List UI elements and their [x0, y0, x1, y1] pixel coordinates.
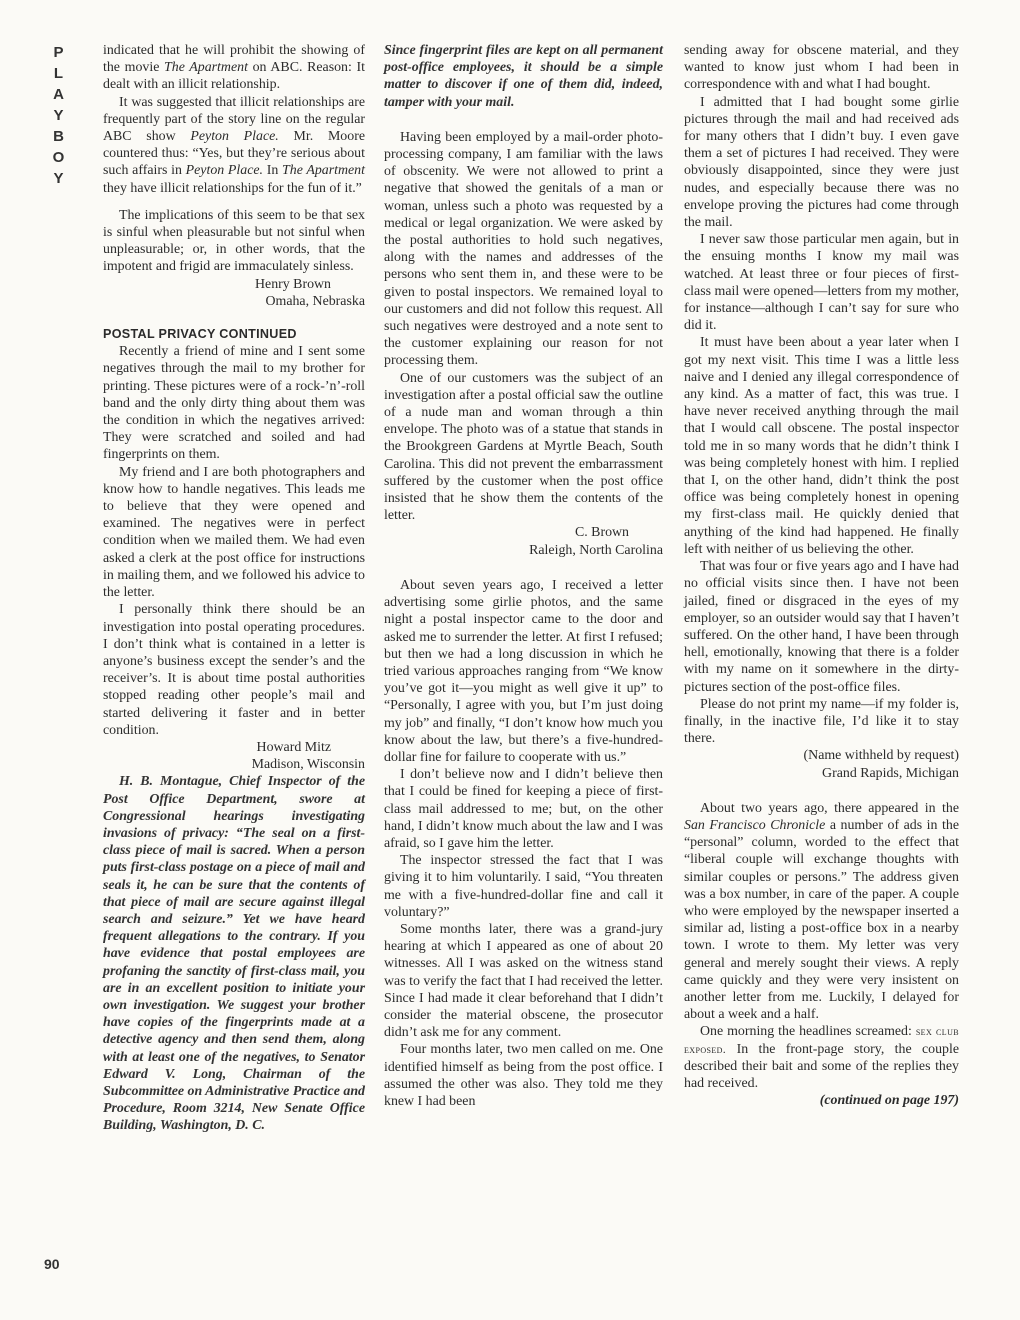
continued-note: (continued on page 197) [819, 1093, 959, 1109]
page-number: 90 [44, 1256, 60, 1272]
letter-paragraph: The inspector stressed the fact that I was giving it to him voluntarily. I said, “You threaten me with a five-hundred-dollar fine and call it voluntary?” [384, 853, 663, 920]
signature-place: Grand Rapids, Michigan [822, 765, 959, 781]
letter-paragraph: Four months later, two men called on me. One identified himself as being from the post office. I assumed the other was also. They told me they knew I had been [384, 1042, 663, 1109]
headline-text: sex club exposed. [684, 1024, 959, 1056]
signature-name: Henry Brown [255, 276, 331, 292]
letter-paragraph: indicated that he will prohibit the showing of the movie The Apartment on ABC. Reason: It dealt with an illicit relationship. [103, 43, 365, 93]
signature-name: C. Brown [574, 525, 629, 541]
letter-paragraph: That was four or five years ago and I have had no official visits since then. I have not been jailed, fined or disgraced in the eyes of my employer, so an outsider would say that I haven’t suffered. On the other hand, I have been through hell, emotionally, knowing that there is a folder with my name on it somewhere in the dirty-pictures section of the post-office files. [684, 559, 959, 695]
letter-paragraph: It must have been about a year later when I got my next visit. This time I was a little less naive and I denied any illegal correspondence of any kind. As a matter of fact, this was true. I have never received anything through the mail that I would call obscene. The postal inspector told me in so many words that he didn’t think I was being completely honest with him. I replied that I, on the other hand, didn’t think the post office was being completely honest in opening my first-class mail. He quickly denied that anything of the kind had happened. He finally left with neither of us believing the other. [684, 335, 959, 557]
letter-paragraph: One of our customers was the subject of an investigation after a postal official saw the outline of a nude man and woman through a thin envelope. The photo was of a statue that stands in the Brookgreen Gardens at Myrtle Beach, South Carolina. This did not prevent the embarrassment suffered by the customer when the post office insisted that he show them the contents of the letter. [384, 370, 663, 524]
letter-paragraph: Having been employed by a mail-order photo-processing company, I am familiar with the laws of obscenity. We were not allowed to print a negative that showed the genitals of a man or woman, unless such a photo was requested by a medical or legal organization. We were asked by the postal authorities to hold such negatives, along with the names and addresses of the persons who sent them in, and these were to be given to postal inspectors. We remained loyal to our customers and did not follow this request. All such negatives were destroyed and a note sent to the customer explaining our reason for not processing them. [384, 129, 663, 369]
signature-name: Howard Mitz [256, 739, 331, 755]
section-heading: POSTAL PRIVACY CONTINUED [103, 327, 297, 342]
column-1 [103, 42, 365, 1135]
letter-paragraph: My friend and I are both photographers and know how to handle negatives. This leads me to believe that they were opened and examined. The negatives were in perfect condition when we mailed them. We had even asked a clerk at the post office for instructions in mailing them, and we followed his advice to the letter. [103, 464, 365, 601]
letter-paragraph: One morning the headlines screamed: sex club exposed. In the front-page story, the couple described their bait and some of the replies they had received. [684, 1024, 959, 1091]
letter-paragraph: Recently a friend of mine and I sent some negatives through the mail to my brother for printing. These pictures were of a rock-’n’-roll band and the only dirty thing about them was the condition in which the negatives arrived: They were scratched and soiled and had fingerprints on them. [103, 344, 365, 463]
letter-paragraph: sending away for obscene material, and they wanted to know just whom I had been in correspondence with and what I had bought. [684, 43, 959, 93]
letter-paragraph: Some months later, there was a grand-jury hearing at which I appeared as one of about 20 witnesses. All I was asked on the witness stand was to verify the fact that I had received the letter. Since I had made it clear beforehand that I didn’t consider the material obscene, the prosecutor didn’t ask me for any comment. [384, 921, 663, 1041]
signature-place: Omaha, Nebraska [265, 293, 365, 309]
letter-paragraph: Please do not print my name—if my folder is, finally, in the inactive file, I’d like it to stay there. [684, 696, 959, 747]
letter-paragraph: I never saw those particular men again, but in the ensuing months I know my mail was watched. At least three or four pieces of first-class mail were opened—letters from my mother, for instance—although I can’t say for sure who did it. [684, 232, 959, 334]
signature-name: (Name withheld by request) [803, 748, 959, 764]
column-3 [684, 42, 959, 1109]
editor-reply: H. B. Montague, Chief Inspector of the Post Office Department, swore at Congressional hearings investigating invasions of privacy: “The seal on a first-class piece of mail is sacred. When a person puts first-class postage on a piece of mail and seals it, he can be sure that the contents of that piece of mail are secure against illegal search and seizure.” Yet we have heard frequent allegations to the contrary. If you have evidence that postal employees are profaning the sanctity of first-class mail, you are in an excellent position to initiate your own investigation. We suggest your brother have copies of the fingerprints made at a detective agency and then send them, along with at least one of the negatives, to Senator Edward V. Long, Chairman of the Subcommittee on Administrative Practice and Procedure, Room 3214, New Senate Office Building, Washington, D. C. [103, 774, 365, 1134]
letter-paragraph: I admitted that I had bought some girlie pictures through the mail and had received ads for many others that I didn’t buy. I even gave them a set of pictures I had received. They were obviously disappointed, since they were just nudes, and especially because there was no envelope proving the pictures had come through the mail. [684, 94, 959, 231]
signature-place: Raleigh, North Carolina [529, 542, 663, 558]
letter-paragraph: I personally think there should be an investigation into postal operating procedures. I don’t think what is contained in a letter is anyone’s business except the sender’s and the receiver’s. It is about time postal authorities stopped reading other people’s mail and started delivering it faster and in better condition. [103, 602, 365, 738]
letter-paragraph: I don’t believe now and I didn’t believe then that I could be fined for keeping a piece of first-class mail addressed to me; but, on the other hand, I didn’t know much about the law and I was afraid, so I gave him the letter. [384, 767, 663, 851]
editor-reply: Since fingerprint files are kept on all permanent post-office employees, it should be a simple matter to discover if one of them did, indeed, tamper with your mail. [384, 43, 663, 110]
letter-paragraph: About two years ago, there appeared in the San Francisco Chronicle a number of ads in the “personal” column, worded to the effect that “liberal couple will exchange thoughts with similar couples or persons.” The address given was a box number, in care of the paper. A couple who were employed by the newspaper inserted a similar ad, listing a post-office box in a nearby town. I wrote to them. My letter was very general and merely sought their views. A reply came quickly and they were very insistent on another letter from me. Luckily, I delayed for about a week and a half. [684, 800, 959, 1023]
column-2 [384, 42, 663, 1110]
magazine-spine-label: PLAYBOY [50, 44, 67, 191]
letter-paragraph: About seven years ago, I received a letter advertising some girlie photos, and the same night a postal inspector came to the door and asked me to surrender the letter. At first I refused; but then we had a long discussion in which he tried various approaches ranging from “We know you’ve got it—you might as well give it up” to “Personally, I agree with you, but I’m just doing my job” and finally, “I don’t know how much you know about the law, but there’s a five-hundred-dollar fine for failure to cooperate with us.” [384, 577, 663, 765]
letter-paragraph: The implications of this seem to be that sex is sinful when pleasurable but not sinful when unpleasurable; or, in other words, that the impotent and frigid are immaculately sinless. [103, 207, 365, 275]
letter-paragraph: It was suggested that illicit relationships are frequently part of the story line on the regular ABC show Peyton Place. Mr. Moore countered thus: “Yes, but they’re serious about such affairs in Peyton Place. In The Apartment they have illicit relationships for the fun of it.” [103, 94, 365, 196]
signature-place: Madison, Wisconsin [251, 757, 365, 773]
